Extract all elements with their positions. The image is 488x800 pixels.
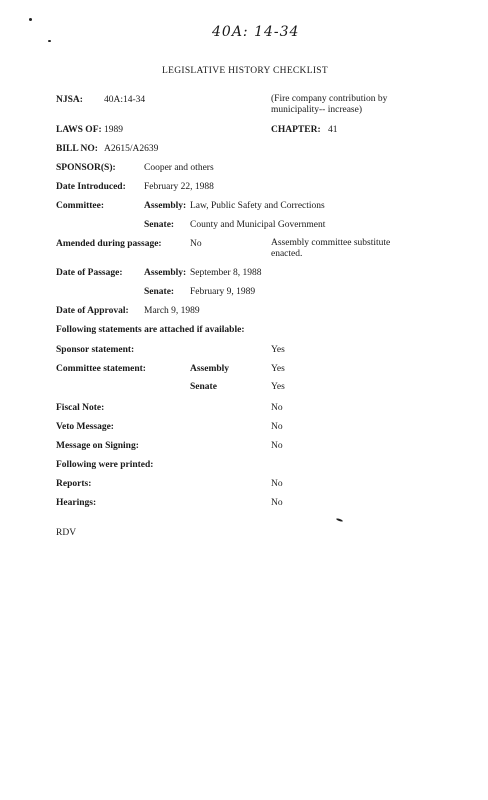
committee-senate-value: County and Municipal Government xyxy=(190,220,326,230)
chapter-label: CHAPTER: xyxy=(271,125,321,135)
date-of-approval-label: Date of Approval: xyxy=(56,306,129,316)
reports-label: Reports: xyxy=(56,479,92,489)
fiscal-note-label: Fiscal Note: xyxy=(56,403,105,413)
scan-speck xyxy=(336,518,343,522)
attached-statements-header: Following statements are attached if available: xyxy=(56,325,245,335)
message-on-signing-label: Message on Signing: xyxy=(56,441,139,451)
committee-statement-senate-label: Senate xyxy=(190,382,217,392)
sponsors-value: Cooper and others xyxy=(144,163,214,173)
page-title: LEGISLATIVE HISTORY CHECKLIST xyxy=(162,66,328,76)
passage-assembly-value: September 8, 1988 xyxy=(190,268,262,278)
amended-note: Assembly committee substitute enacted. xyxy=(271,238,391,259)
amended-value: No xyxy=(190,239,202,249)
passage-senate-label: Senate: xyxy=(144,287,175,297)
scan-speck xyxy=(48,40,51,42)
committee-statement-assembly-label: Assembly xyxy=(190,364,230,374)
committee-statement-senate-value: Yes xyxy=(271,382,285,392)
committee-senate-label: Senate: xyxy=(144,220,175,230)
initials: RDV xyxy=(56,528,77,538)
message-on-signing-value: No xyxy=(271,441,283,451)
printed-header: Following were printed: xyxy=(56,460,154,470)
bill-no-value: A2615/A2639 xyxy=(104,144,159,154)
date-of-passage-label: Date of Passage: xyxy=(56,268,123,278)
committee-assembly-value: Law, Public Safety and Corrections xyxy=(190,201,325,211)
amended-label: Amended during passage: xyxy=(56,239,162,249)
njsa-label: NJSA: xyxy=(56,95,83,105)
laws-of-label: LAWS OF: xyxy=(56,125,102,135)
bill-no-label: BILL NO: xyxy=(56,144,98,154)
sponsor-statement-label: Sponsor statement: xyxy=(56,345,135,355)
committee-statement-label: Committee statement: xyxy=(56,364,146,374)
passage-senate-value: February 9, 1989 xyxy=(190,287,256,297)
committee-assembly-label: Assembly: xyxy=(144,201,187,211)
njsa-value: 40A:14-34 xyxy=(104,95,146,105)
veto-message-label: Veto Message: xyxy=(56,422,114,432)
scan-speck xyxy=(29,18,32,21)
laws-of-value: 1989 xyxy=(104,125,123,135)
njsa-note: (Fire company contribution by municipality-- increase) xyxy=(271,94,388,115)
chapter-value: 41 xyxy=(328,125,338,135)
sponsor-statement-value: Yes xyxy=(271,345,285,355)
date-of-approval-value: March 9, 1989 xyxy=(144,306,200,316)
hearings-value: No xyxy=(271,498,283,508)
committee-label: Committee: xyxy=(56,201,105,211)
sponsors-label: SPONSOR(S): xyxy=(56,163,116,173)
hearings-label: Hearings: xyxy=(56,498,97,508)
reports-value: No xyxy=(271,479,283,489)
committee-statement-assembly-value: Yes xyxy=(271,364,285,374)
handwritten-reference: 40A: 14-34 xyxy=(212,24,300,40)
veto-message-value: No xyxy=(271,422,283,432)
passage-assembly-label: Assembly: xyxy=(144,268,187,278)
date-introduced-value: February 22, 1988 xyxy=(144,182,214,192)
date-introduced-label: Date Introduced: xyxy=(56,182,126,192)
fiscal-note-value: No xyxy=(271,403,283,413)
